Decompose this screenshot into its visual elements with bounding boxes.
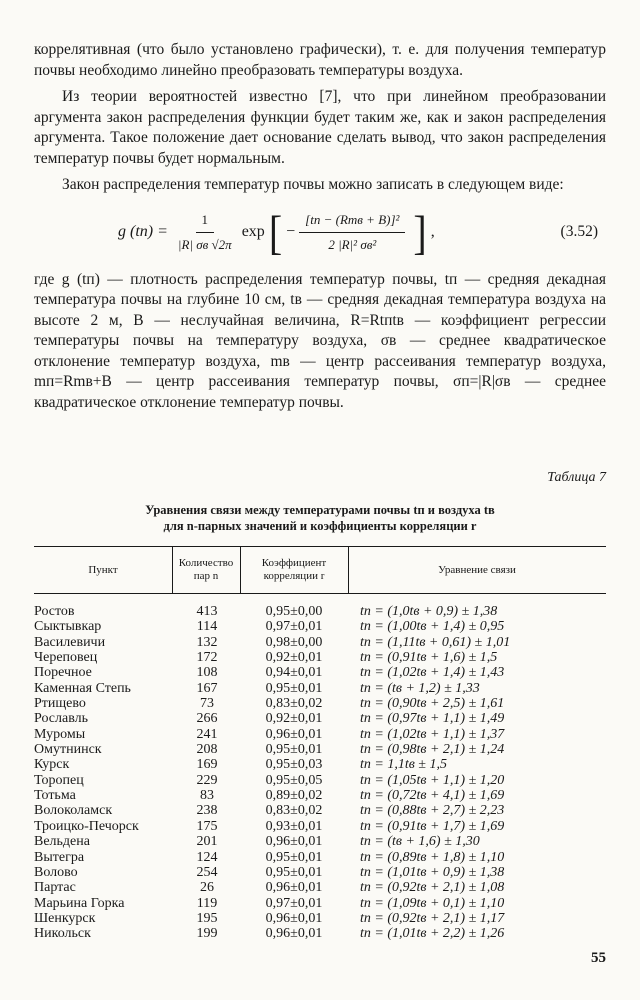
formula-fraction-2 <box>299 210 405 256</box>
table-row <box>34 819 606 834</box>
cell-coef: 0,95±0,01 <box>265 742 323 758</box>
table-row <box>34 834 606 849</box>
formula-right-bracket: ] <box>413 204 427 259</box>
cell-place <box>34 742 174 757</box>
place-name: Вытегра <box>34 849 85 865</box>
cell-coef: 0,96±0,01 <box>265 880 323 896</box>
paragraph-1: коррелятивная (что было установлено графически), т. е. для получения температур почвы необходимо линейно преобразовать температуры воздуха. <box>34 41 606 79</box>
header-coef: Коэффициент корреляции r <box>261 557 327 582</box>
fraction-1-numerator: 1 <box>196 210 215 234</box>
cell-count: 172 <box>196 650 218 666</box>
table-title-line-2: для n-парных значений и коэффициенты корреляции r <box>163 519 477 533</box>
cell-count: 241 <box>196 726 218 742</box>
formula-minus: − <box>286 223 296 241</box>
paragraph-2: Из теории вероятностей известно [7], что при линейном преобразовании аргумента закон распределения функции будет таким же, как и закон распределения аргумента. Такое положение дает основание сделать вывод, что закон распределения температур почвы будет нормальным. <box>34 88 606 167</box>
table-row <box>34 773 606 788</box>
cell-place <box>34 803 174 818</box>
table-body <box>34 604 606 942</box>
cell-place <box>34 926 174 941</box>
cell-count: 266 <box>196 711 218 727</box>
cell-count: 169 <box>196 757 218 773</box>
page-number: 55 <box>591 950 606 966</box>
formula-exp: exp <box>241 223 265 241</box>
cell-place <box>34 773 174 788</box>
place-name: Троицко-Печорск <box>34 818 139 834</box>
formula-3-52 <box>34 204 606 262</box>
cell-place <box>34 880 174 895</box>
cell-coef: 0,96±0,01 <box>265 834 323 850</box>
cell-count: 114 <box>196 619 218 635</box>
cell-coef: 0,97±0,01 <box>265 619 323 635</box>
formula-left-bracket: [ <box>268 204 283 259</box>
paragraph-4: где g (tп) — плотность распределения температур почвы, tп — средняя декадная температура почвы на глубине 10 см, tв — средняя декадная температура воздуха на высоте 2 м, B — неслучайная величина, R=Rtпtв — коэффициент регрессии температуры почвы на температуру воздуха, σв — среднее квадратическое отклонение температур воздуха, mв — центр рассеивания температур воздуха, mп=Rmв+B — центр рассеивания температур почвы, σп=|R|σв — среднее квадратическое отклонение температур почвы. <box>34 270 606 411</box>
cell-coef: 0,92±0,01 <box>265 650 323 666</box>
cell-equation: tп = (0,88tв + 2,7) ± 2,23 <box>360 803 505 819</box>
place-name: Череповец <box>34 650 98 666</box>
place-name: Тотьма <box>34 788 76 804</box>
place-name: Ростов <box>34 604 75 619</box>
cell-count: 108 <box>196 665 218 681</box>
cell-count: 83 <box>200 788 214 804</box>
table-row <box>34 757 606 772</box>
place-name: Вельдена <box>34 834 90 850</box>
place-name: Марьина Горка <box>34 895 125 911</box>
cell-count: 26 <box>200 880 214 896</box>
cell-equation: tп = (1,05tв + 1,1) ± 1,20 <box>360 772 505 788</box>
cell-count: 413 <box>196 604 218 619</box>
cell-equation: tп = (0,97tв + 1,1) ± 1,49 <box>360 711 505 727</box>
place-name: Ртищево <box>34 696 86 712</box>
fraction-2-numerator: [tп − (Rmв + B)]² <box>299 210 405 234</box>
cell-place <box>34 819 174 834</box>
equation-number: (3.52) <box>560 222 598 240</box>
place-name: Партас <box>34 880 76 896</box>
cell-equation: tп = (0,90tв + 2,5) ± 1,61 <box>360 696 505 712</box>
table-row <box>34 926 606 941</box>
table-row <box>34 911 606 926</box>
cell-coef: 0,97±0,01 <box>265 895 323 911</box>
cell-count: 208 <box>196 742 218 758</box>
cell-coef: 0,96±0,01 <box>265 726 323 742</box>
cell-equation: tп = (0,98tв + 2,1) ± 1,24 <box>360 742 505 758</box>
cell-equation: tп = (1,0tв + 0,9) ± 1,38 <box>360 604 498 619</box>
table-row <box>34 850 606 865</box>
cell-equation: tп = (tв + 1,2) ± 1,33 <box>360 680 480 696</box>
body-text <box>34 40 606 419</box>
cell-coef: 0,83±0,02 <box>265 696 323 712</box>
cell-equation: tп = (0,72tв + 4,1) ± 1,69 <box>360 788 505 804</box>
place-name: Торопец <box>34 772 84 788</box>
cell-place <box>34 665 174 680</box>
cell-coef: 0,98±0,00 <box>265 634 323 650</box>
formula-expression <box>118 204 435 262</box>
table-row <box>34 665 606 680</box>
cell-coef: 0,96±0,01 <box>265 910 323 926</box>
formula-comma: , <box>430 223 435 241</box>
place-name: Омутнинск <box>34 742 102 758</box>
table-title-line-1: Уравнения связи между температурами почвы tп и воздуха tв <box>145 503 495 517</box>
cell-coef: 0,95±0,05 <box>265 772 323 788</box>
table-row <box>34 896 606 911</box>
cell-coef: 0,95±0,03 <box>265 757 323 773</box>
table-row <box>34 604 606 619</box>
cell-equation: tп = (1,00tв + 1,4) ± 0,95 <box>360 619 505 635</box>
cell-coef: 0,92±0,01 <box>265 711 323 727</box>
cell-coef: 0,95±0,00 <box>265 604 323 619</box>
cell-place <box>34 911 174 926</box>
cell-place <box>34 850 174 865</box>
table-header <box>34 546 606 594</box>
cell-place <box>34 681 174 696</box>
cell-count: 199 <box>196 926 218 942</box>
cell-equation: tп = (0,92tв + 2,1) ± 1,08 <box>360 880 505 896</box>
cell-coef: 0,93±0,01 <box>265 818 323 834</box>
table-row <box>34 619 606 634</box>
cell-equation: tп = 1,1tв ± 1,5 <box>360 757 447 773</box>
place-name: Каменная Степь <box>34 680 131 696</box>
cell-place <box>34 619 174 634</box>
cell-count: 201 <box>196 834 218 850</box>
cell-equation: tп = (tв + 1,6) ± 1,30 <box>360 834 480 850</box>
cell-count: 175 <box>196 818 218 834</box>
table-row <box>34 650 606 665</box>
cell-place <box>34 604 174 619</box>
table-row <box>34 696 606 711</box>
cell-equation: tп = (1,09tв + 0,1) ± 1,10 <box>360 895 505 911</box>
cell-place <box>34 865 174 880</box>
place-name: Курск <box>34 757 70 773</box>
place-name: Сыктывкар <box>34 619 102 635</box>
cell-place <box>34 727 174 742</box>
cell-equation: tп = (0,92tв + 2,1) ± 1,17 <box>360 910 505 926</box>
cell-equation: tп = (0,89tв + 1,8) ± 1,10 <box>360 849 505 865</box>
cell-place <box>34 650 174 665</box>
table-row <box>34 788 606 803</box>
cell-coef: 0,94±0,01 <box>265 665 323 681</box>
cell-equation: tп = (0,91tв + 1,6) ± 1,5 <box>360 650 498 666</box>
table-row <box>34 635 606 650</box>
cell-place <box>34 896 174 911</box>
table-row <box>34 803 606 818</box>
cell-place <box>34 834 174 849</box>
header-place: Пункт <box>88 563 118 576</box>
cell-count: 167 <box>196 680 218 696</box>
table-row <box>34 865 606 880</box>
table-row <box>34 727 606 742</box>
cell-place <box>34 711 174 726</box>
cell-place <box>34 696 174 711</box>
cell-equation: tп = (1,01tв + 0,9) ± 1,38 <box>360 864 505 880</box>
fraction-1-denominator: |R| σв √2π <box>177 237 232 252</box>
header-count: Количество пар n <box>178 557 234 582</box>
cell-count: 229 <box>196 772 218 788</box>
place-name: Рославль <box>34 711 88 727</box>
table-title <box>34 502 606 534</box>
cell-equation: tп = (1,02tв + 1,4) ± 1,43 <box>360 665 505 681</box>
place-name: Шенкурск <box>34 910 96 926</box>
cell-place <box>34 788 174 803</box>
header-equation: Уравнение связи <box>438 563 516 576</box>
cell-place <box>34 757 174 772</box>
place-name: Поречное <box>34 665 92 681</box>
cell-coef: 0,83±0,02 <box>265 803 323 819</box>
place-name: Муромы <box>34 726 86 742</box>
table-row <box>34 880 606 895</box>
cell-place <box>34 635 174 650</box>
cell-count: 119 <box>196 895 218 911</box>
paragraph-3: Закон распределения температур почвы можно записать в следующем виде: <box>62 176 564 193</box>
place-name: Василевичи <box>34 634 106 650</box>
cell-count: 195 <box>196 910 218 926</box>
cell-count: 238 <box>196 803 218 819</box>
cell-coef: 0,96±0,01 <box>265 926 323 942</box>
cell-count: 254 <box>196 864 218 880</box>
cell-equation: tп = (1,11tв + 0,61) ± 1,01 <box>360 634 511 650</box>
formula-lhs: g (tп) = <box>118 223 168 241</box>
cell-coef: 0,95±0,01 <box>265 849 323 865</box>
place-name: Волоколамск <box>34 803 113 819</box>
cell-coef: 0,95±0,01 <box>265 864 323 880</box>
cell-count: 124 <box>196 849 218 865</box>
place-name: Никольск <box>34 926 91 942</box>
table-row <box>34 681 606 696</box>
cell-equation: tп = (1,02tв + 1,1) ± 1,37 <box>360 726 505 742</box>
table-row <box>34 742 606 757</box>
place-name: Волово <box>34 864 78 880</box>
table-row <box>34 711 606 726</box>
fraction-2-denominator: 2 |R|² σв² <box>328 237 377 252</box>
formula-fraction-1 <box>172 210 238 256</box>
table-label: Таблица 7 <box>547 470 606 485</box>
cell-coef: 0,89±0,02 <box>265 788 323 804</box>
cell-coef: 0,95±0,01 <box>265 680 323 696</box>
cell-equation: tп = (1,01tв + 2,2) ± 1,26 <box>360 926 505 942</box>
cell-count: 132 <box>196 634 218 650</box>
cell-equation: tп = (0,91tв + 1,7) ± 1,69 <box>360 818 505 834</box>
cell-count: 73 <box>200 696 214 712</box>
